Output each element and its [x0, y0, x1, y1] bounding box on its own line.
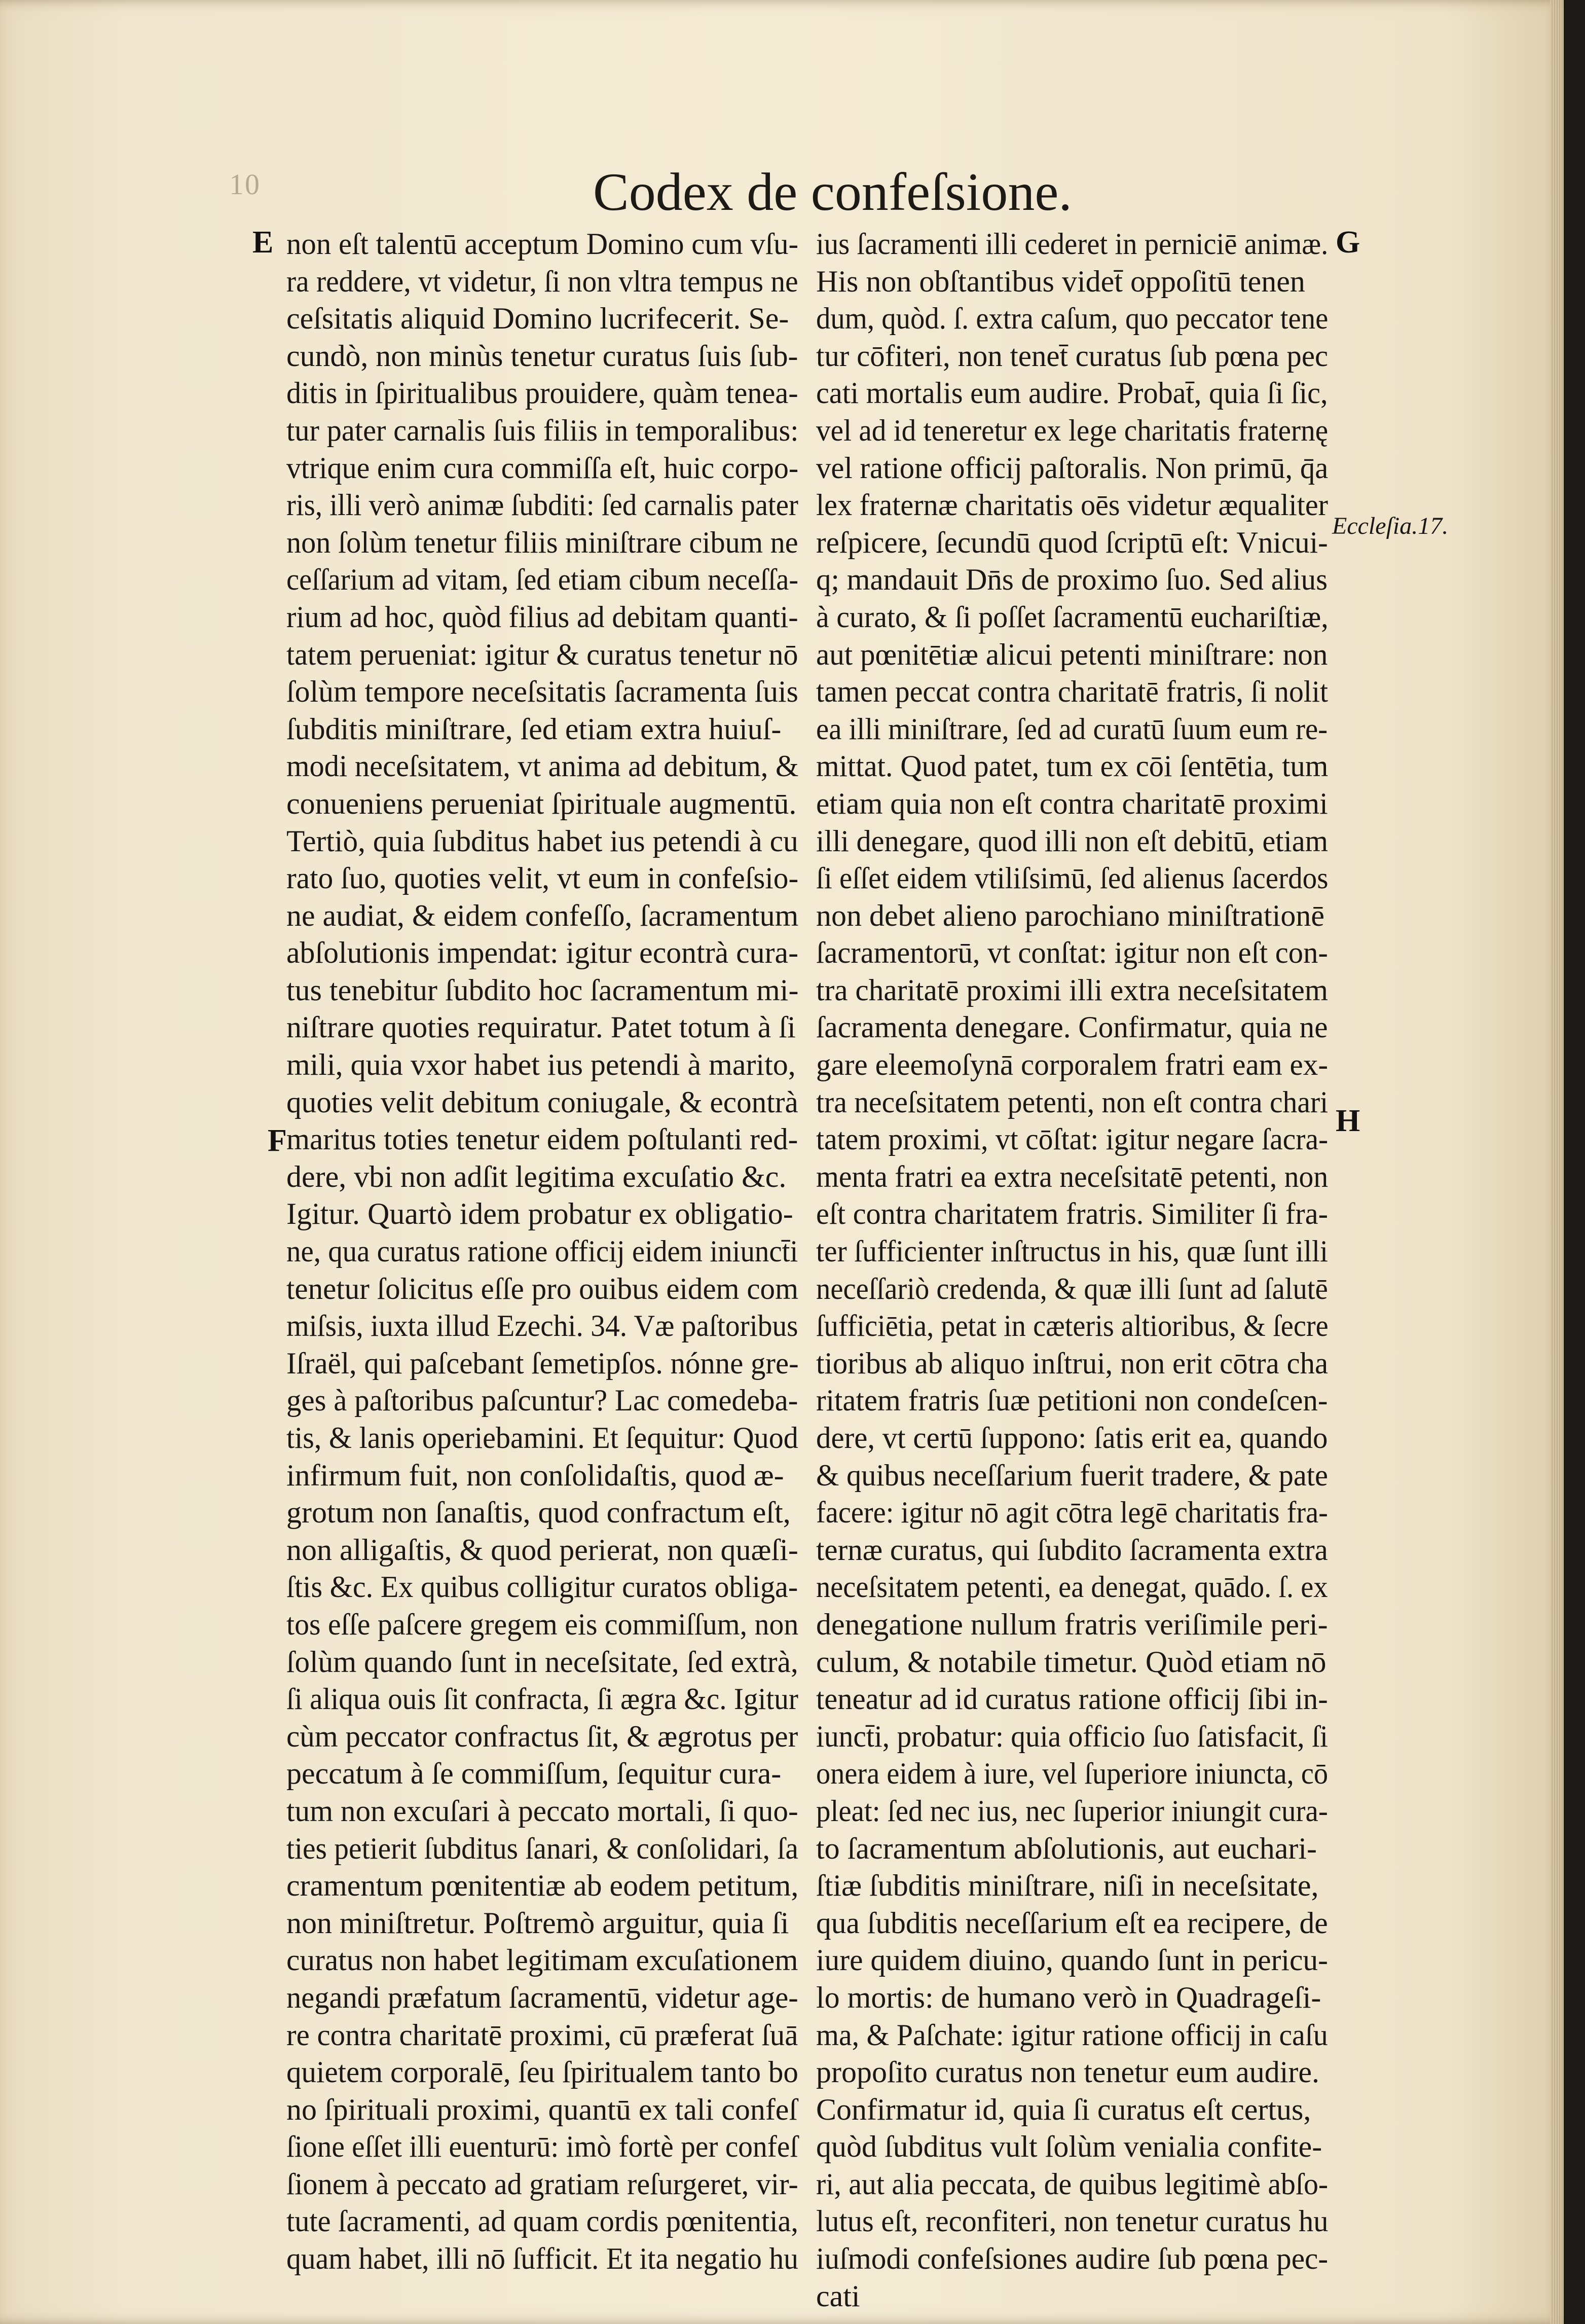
- right-column-line: iuſmodi confeſsiones audire ſub pœna pec-: [816, 2242, 1329, 2276]
- left-column-line: ſolùm tempore neceſsitatis ſacramenta ſuis: [286, 675, 798, 709]
- left-column-line: non alligaſtis, & quod perierat, non quæſi-: [286, 1533, 798, 1567]
- right-column-line: denegatione nullum fratris veriſimile peri-: [816, 1607, 1328, 1641]
- left-column-line: tos eſſe paſcere gregem eis commiſſum, non: [286, 1607, 799, 1641]
- right-column-line: ſacramenta denegare. Confirmatur, quia ne: [816, 1010, 1328, 1044]
- folio-number: 10: [229, 168, 261, 201]
- right-column-line: iunct̄i, probatur: quia officio ſuo ſatisfacit, ſi: [816, 1719, 1328, 1753]
- left-column-line: rato ſuo, quoties velit, vt eum in confeſsio-: [286, 861, 799, 895]
- section-marker-e: E: [252, 225, 274, 260]
- left-column-line: modi neceſsitatem, vt anima ad debitum, &: [286, 749, 799, 783]
- left-column-line: ties petierit ſubditus ſanari, & conſolidari, ſa: [286, 1831, 798, 1865]
- left-column-line: mili, quia vxor habet ius petendi à marito,: [286, 1048, 796, 1082]
- right-column-line: ritatem fratris ſuæ petitioni non condeſcen-: [816, 1384, 1328, 1418]
- left-column-line: non miniſtretur. Poſtremò arguitur, quia ſi: [286, 1906, 789, 1940]
- right-column-line: neceſſariò credenda, & quæ illi ſunt ad ſalutē: [816, 1272, 1328, 1305]
- page-edge: [1550, 0, 1564, 2324]
- right-column-line: propoſito curatus non tenetur eum audire.: [816, 2055, 1320, 2089]
- right-column-line: ſi eſſet eidem vtiliſsimū, ſed alienus ſacerdos: [816, 861, 1329, 895]
- left-column-line: ſubditis miniſtrare, ſed etiam extra huiuſ-: [286, 712, 782, 746]
- left-column-line: Tertiò, quia ſubditus habet ius petendi à cu: [286, 824, 798, 858]
- right-column-line: illi denegare, quod illi non eſt debitū, etiam: [816, 824, 1329, 858]
- right-column-line: pleat: ſed nec ius, nec ſuperior iniungit cura-: [816, 1794, 1328, 1828]
- left-column-line: infirmum fuit, non conſolidaſtis, quod æ-: [286, 1458, 784, 1492]
- right-column-line: gare eleemoſynā corporalem fratri eam ex-: [816, 1048, 1329, 1082]
- right-column-line: facere: igitur nō agit cōtra legē charitatis fra-: [816, 1496, 1328, 1530]
- left-column-line: ra reddere, vt videtur, ſi non vltra tempus ne: [286, 264, 798, 298]
- left-column-line: ſtis &c. Ex quibus colligitur curatos obliga-: [286, 1570, 798, 1604]
- left-column-line: ceſſarium ad vitam, ſed etiam cibum neceſſa-: [286, 563, 799, 597]
- right-column-line: tra charitatē proximi illi extra neceſsitatem: [816, 973, 1329, 1007]
- left-column-line: ris, illi verò animæ ſubditi: ſed carnalis pater: [286, 488, 798, 522]
- right-column-line: tamen peccat contra charitatē fratris, ſi nolit: [816, 675, 1329, 709]
- left-column-line: grotum non ſanaſtis, quod confractum eſt,: [286, 1496, 791, 1530]
- left-column-line: Igitur. Quartò idem probatur ex obligatio-: [286, 1197, 793, 1231]
- left-column-line: tur pater carnalis ſuis filiis in temporalibus:: [286, 413, 799, 447]
- right-column-line: & quibus neceſſarium fuerit tradere, & pate: [816, 1458, 1328, 1492]
- right-column-line: lo mortis: de humano verò in Quadrageſi-: [816, 1980, 1321, 2014]
- left-column-line: dere, vbi non adſit legitima excuſatio &c.: [286, 1159, 787, 1193]
- left-column-line: conueniens perueniat ſpirituale augmentū.: [286, 786, 797, 820]
- section-marker-f: F: [268, 1123, 287, 1158]
- left-column-line: tum non excuſari à peccato mortali, ſi quo-: [286, 1794, 798, 1828]
- right-column-line: tra neceſsitatem petenti, non eſt contra chari: [816, 1085, 1329, 1119]
- left-column-line: ſionem à peccato ad gratiam reſurgeret, vir-: [286, 2167, 798, 2201]
- right-column-line: etiam quia non eſt contra charitatē proximi: [816, 786, 1328, 820]
- right-column-line: teneatur ad id curatus ratione officij ſibi in-: [816, 1682, 1328, 1716]
- right-column-line: ſufficiētia, petat in cæteris altioribus, & ſecre: [816, 1309, 1329, 1343]
- right-column-line: mittat. Quod patet, tum ex cōi ſentētia, tum: [816, 749, 1329, 783]
- right-column-line: ſtiæ ſubditis miniſtrare, niſi in neceſsitate,: [816, 1869, 1319, 1903]
- right-column-line: ius ſacramenti illi cederet in perniciē animæ.: [816, 227, 1329, 261]
- left-column-line: ges à paſtoribus paſcuntur? Lac comedeba-: [286, 1384, 798, 1418]
- left-column-line: ſolùm quando ſunt in neceſsitate, ſed extrà,: [286, 1645, 798, 1679]
- right-column-line: tatem proximi, vt cōſtat: igitur negare ſacra-: [816, 1122, 1329, 1156]
- left-column-line: curatus non habet legitimam excuſationem: [286, 1943, 798, 1977]
- left-column-line: tenetur ſolicitus eſſe pro ouibus eidem com: [286, 1272, 798, 1305]
- left-column-line: negandi præfatum ſacramentū, videtur age-: [286, 1980, 798, 2014]
- left-column-line: cundò, non minùs tenetur curatus ſuis ſub-: [286, 339, 798, 373]
- left-column-line: cramentum pœnitentiæ ab eodem petitum,: [286, 1869, 799, 1903]
- left-column-line: non ſolùm tenetur filiis miniſtrare cibum ne: [286, 525, 798, 559]
- left-column-line: quam habet, illi nō ſufficit. Et ita negatio hu: [286, 2242, 798, 2276]
- right-column-line: onera eidem à iure, vel ſuperiore iniuncta, cō: [816, 1757, 1329, 1791]
- left-column-line: non eſt talentū acceptum Domino cum vſu-: [286, 227, 799, 261]
- right-column-line: lex fraternæ charitatis oēs videtur æqualiter: [816, 488, 1329, 522]
- left-column-line: tute ſacramenti, ad quam cordis pœnitentia,: [286, 2204, 798, 2238]
- right-column-line: vel ad id teneretur ex lege charitatis fraternę: [816, 413, 1329, 447]
- right-column-line: lutus eſt, reconfiteri, non tenetur curatus hu: [816, 2204, 1329, 2238]
- right-column-line: aut pœnitētiæ alicui petenti miniſtrare: non: [816, 637, 1328, 671]
- right-column-line: quòd ſubditus vult ſolùm venialia confite-: [816, 2130, 1322, 2164]
- left-column-line: rium ad hoc, quòd filius ad debitam quanti-: [286, 600, 798, 634]
- left-column-line: ditis in ſpiritualibus prouidere, quàm tenea-: [286, 376, 798, 410]
- right-column-line: neceſsitatem petenti, ea denegat, quādo. ſ. ex: [816, 1570, 1328, 1604]
- left-column-line: niſtrare quoties requiratur. Patet totum à ſi: [286, 1010, 796, 1044]
- right-column-line: ter ſufficienter inſtructus in his, quæ ſunt illi: [816, 1234, 1329, 1268]
- left-column-line: no ſpirituali proximi, quantū ex tali confeſ: [286, 2092, 798, 2126]
- right-column-line: ma, & Paſchate: igitur ratione officij in caſu: [816, 2018, 1328, 2052]
- right-column-line: qua ſubditis neceſſarium eſt ea recipere, de: [816, 1906, 1328, 1940]
- left-column-line: ſione eſſet illi euenturū: imò fortè per confeſ: [286, 2130, 798, 2164]
- left-column-line: tus tenebitur ſubdito hoc ſacramentum mi-: [286, 973, 799, 1007]
- right-column-line: non debet alieno parochiano miniſtrationē: [816, 898, 1325, 932]
- right-column-line: ea illi miniſtrare, ſed ad curatū ſuum eum re-: [816, 712, 1328, 746]
- section-marker-g: G: [1336, 225, 1360, 260]
- right-column-line: tur cōfiteri, non tenet̄ curatus ſub pœna pec: [816, 339, 1329, 373]
- right-column-line: ternæ curatus, qui ſubdito ſacramenta extra: [816, 1533, 1328, 1567]
- left-column-line: miſsis, iuxta illud Ezechi. 34. Væ paſtoribus: [286, 1309, 798, 1343]
- left-column-line: cùm peccator confractus ſit, & ægrotus per: [286, 1719, 798, 1753]
- right-column-line: eſt contra charitatem fratris. Similiter ſi fra-: [816, 1197, 1329, 1231]
- right-column-line: His non obſtantibus videt̄ oppoſitū tenen: [816, 264, 1305, 298]
- margin-note: Eccleſia.17.: [1332, 513, 1449, 539]
- right-column-line: culum, & notabile timetur. Quòd etiam nō: [816, 1645, 1326, 1679]
- right-column-line: Confirmatur id, quia ſi curatus eſt certus,: [816, 2092, 1311, 2126]
- left-column-line: quietem corporalē, ſeu ſpiritualem tanto bo: [286, 2055, 798, 2089]
- right-column-line: reſpicere, ſecundū quod ſcriptū eſt: Vnicui-: [816, 525, 1328, 559]
- right-column-line: ri, aut alia peccata, de quibus legitimè abſo-: [816, 2167, 1329, 2201]
- left-text-column: [286, 226, 798, 2278]
- right-column-line: to ſacramentum abſolutionis, aut euchari-: [816, 1831, 1317, 1865]
- right-column-line: menta fratri ea extra neceſsitatē petenti, non: [816, 1159, 1329, 1193]
- left-column-line: abſolutionis impendat: igitur econtrà cura-: [286, 936, 798, 970]
- right-column-line: à curato, & ſi poſſet ſacramentū euchariſtiæ,: [816, 600, 1329, 634]
- right-column-line: ſacramentorū, vt conſtat: igitur non eſt con-: [816, 936, 1328, 970]
- right-column-line: vel ratione officij paſtoralis. Non primū, q̄a: [816, 451, 1329, 485]
- left-column-line: vtrique enim cura commiſſa eſt, huic corpo-: [286, 451, 799, 485]
- left-column-line: quoties velit debitum coniugale, & econtrà: [286, 1085, 798, 1119]
- section-marker-h: H: [1336, 1104, 1360, 1138]
- left-column-line: tis, & lanis operiebamini. Et ſequitur: Quod: [286, 1421, 798, 1455]
- left-column-line: ne, qua curatus ratione officij eidem iniunct̄i: [286, 1234, 798, 1268]
- right-column-line: cati: [816, 2279, 860, 2313]
- right-column-line: iure quidem diuino, quando ſunt in pericu-: [816, 1943, 1328, 1977]
- left-column-line: maritus toties tenetur eidem poſtulanti red-: [286, 1122, 798, 1156]
- right-column-line: cati mortalis eum audire. Probat̄, quia ſi ſic,: [816, 376, 1328, 410]
- right-column-line: dere, vt certū ſuppono: ſatis erit ea, quando: [816, 1421, 1328, 1455]
- left-column-line: ne audiat, & eidem confeſſo, ſacramentum: [286, 898, 799, 932]
- right-column-line: dum, quòd. ſ. extra caſum, quo peccator tene: [816, 302, 1329, 336]
- running-head: Codex de confeſsione.: [593, 162, 1072, 222]
- right-text-column: [816, 226, 1328, 2315]
- right-column-line: tioribus ab aliquo inſtrui, non erit cōtra cha: [816, 1346, 1329, 1380]
- left-column-line: Iſraël, qui paſcebant ſemetipſos. nónne gre-: [286, 1346, 799, 1380]
- left-column-line: peccatum à ſe commiſſum, ſequitur cura-: [286, 1757, 782, 1791]
- left-column-line: ſi aliqua ouis ſit confracta, ſi ægra &c. Igitur: [286, 1682, 798, 1716]
- right-column-line: q; mandauit Dn̄s de proximo ſuo. Sed alius: [816, 563, 1328, 597]
- left-column-line: tatem perueniat: igitur & curatus tenetur nō: [286, 637, 798, 671]
- left-column-line: re contra charitatē proximi, cū præferat ſuā: [286, 2018, 798, 2052]
- left-column-line: ceſsitatis aliquid Domino lucrifecerit. Se-: [286, 302, 789, 336]
